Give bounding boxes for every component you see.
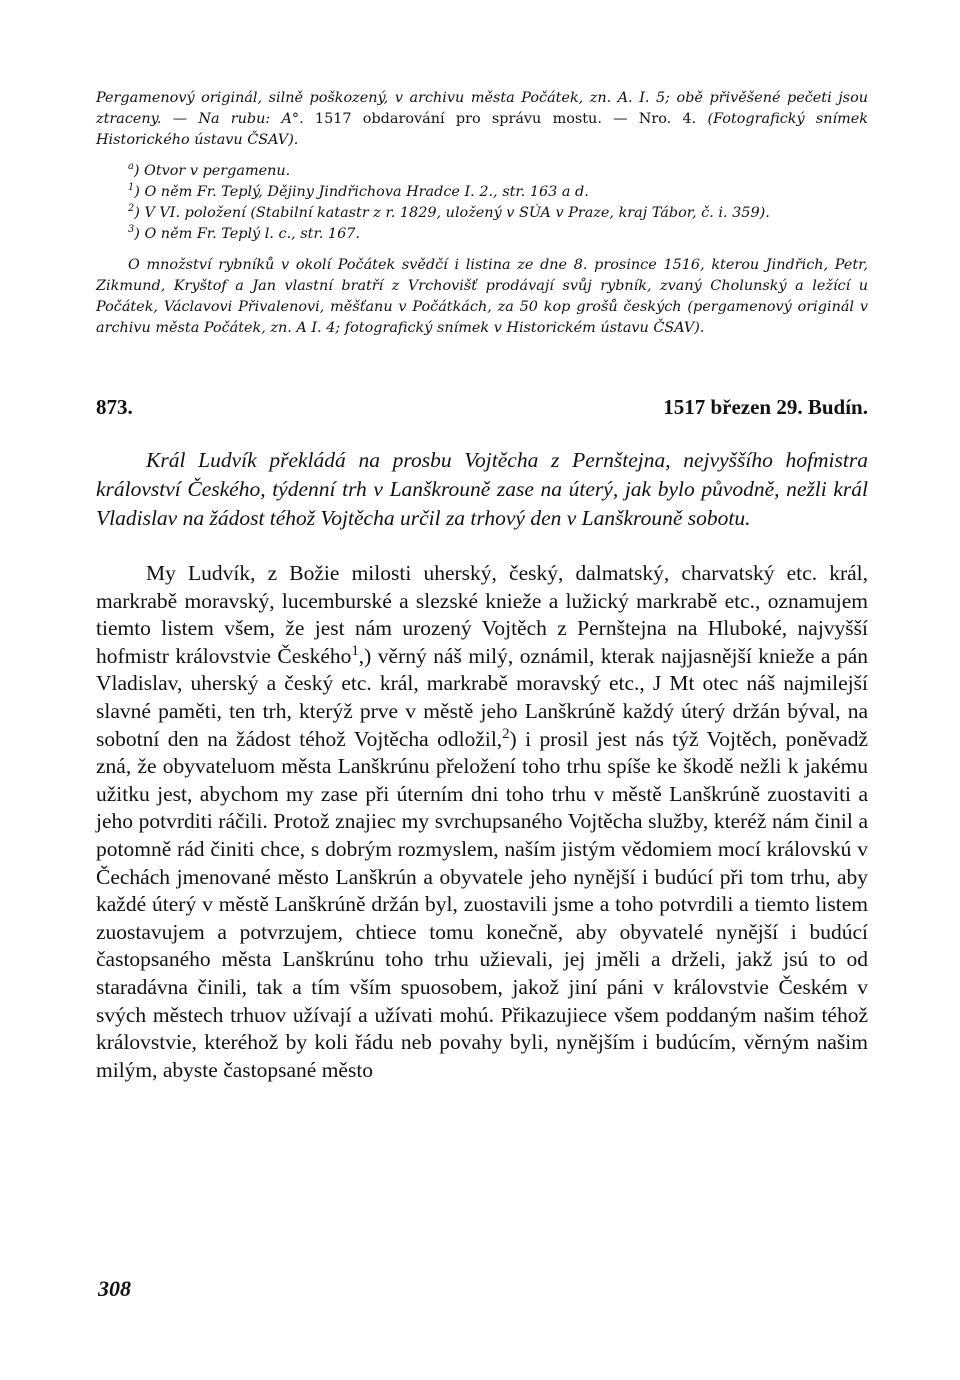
provenance-note — [96, 88, 868, 151]
footnote-text: O něm Fr. Teplý, Dějiny Jindřichova Hradce I. 2., str. 163 a d. — [144, 184, 589, 200]
document-header — [96, 395, 868, 420]
charter-text — [96, 560, 868, 1084]
footnote-text: Otvor v pergamenu. — [144, 163, 291, 179]
page-number: 308 — [98, 1276, 131, 1301]
footnote: $^2$) V VI. položení (Stabilní katastr z r. 1829, uložený v SÚA v Praze, kraj Tábor, č. i. 359). — [128, 203, 770, 221]
footnote-text: V VI. položení (Stabilní katastr z r. 1829, uložený v SÚA v Praze, kraj Tábor, č. i. 359). — [144, 205, 770, 221]
charter-text-part: ,) věrný náš milý, oznámil, kterak najjasnější knieže a pán Vladislav, uherský a český etc. král, markrabě moravský etc., J Mt otec náš najmilejší slavné paměti, ten trh, kterýž prve v městě jeho Lanškrúně každý úterý držán býval, na sobotní den na žádost téhož Vojtěcha odložil, — [96, 643, 868, 751]
footnote-text: O něm Fr. Teplý l. c., str. 167. — [144, 226, 360, 242]
document-number: 873. — [96, 395, 133, 419]
footnote-mark: 1 — [128, 182, 135, 194]
footnote-reference: 1 — [351, 642, 359, 659]
document-date-place: 1517 březen 29. Budín. — [663, 395, 868, 419]
provenance-photo: (Fotografický snímek Historického ústavu ČSAV). — [96, 111, 868, 148]
footnote: $^a$) Otvor v pergamenu. — [128, 161, 291, 179]
page — [96, 88, 868, 1084]
charter-paragraph — [96, 560, 868, 1084]
provenance-reverse: °. 1517 obdarování pro správu mostu. — Nro. 4. — [291, 111, 697, 127]
footnote: $^1$) O něm Fr. Teplý, Dějiny Jindřichova Hradce I. 2., str. 163 a d. — [128, 182, 589, 200]
charter-text-part: ) i prosil jest nás týž Vojtěch, poněvadž zná, že obyvateluom města Lanškrúnu přeložení toho trhu spíše ke škodě nežli k jakému užitku jest, abychom my zase při úterním dni toho trhu v městě Lanškrúně zuostaviti a jeho potvrditi ráčili. Protož znajiec my svrchupsaného Vojtěcha služby, kteréž nám činil a potomně rád činiti chce, s dobrým rozmyslem, naším jistým vědomiem mocí královskú v Čechách jmenované město Lanškrún a obyvatele jeho nynější i budúcí při tom trhu, aby každé úterý v městě Lanškrúně držán byl, zuostavili jsme a toho potvrdili a tiemto listem zuostavujem a potvrzujem, chtiece tomu konečně, aby obyvatelé nynější i budúcí častopsaného města Lanškrúnu toho trhu užievali, jej jměli a drželi, jakž jsú to od staradávna činili, tak a tím vším spuosobem, jakož jiní páni v královstvie Českém v svých městech trhuov užívají a užívati mohú. Přikazujiece všem poddaným našim téhož královstvie, kteréhož by koli řádu neb povahy byli, nynějším i budúcím, věrným našim milým, abyste častopsané město — [96, 726, 868, 1082]
footnote: $^3$) O něm Fr. Teplý l. c., str. 167. — [128, 224, 360, 242]
provenance-italic: Pergamenový originál, silně poškozený, v archivu města Počátek, zn. A. I. 5; obě přivěšené pečeti jsou ztraceny. — Na rubu: A — [96, 90, 868, 127]
regest: Král Ludvík překládá na prosbu Vojtěcha z Pernštejna, nejvyššího hofmistra království Českého, týdenní trh v Lanškrouně zase na úterý, jak bylo původně, nežli král Vladislav na žádost téhož Vojtěcha určil za trhový den v Lanškrouně sobotu. — [96, 448, 868, 530]
fishpond-note: O množství rybníků v okolí Počátek svědčí i listina ze dne 8. prosince 1516, kterou Jindřich, Petr, Zikmund, Kryštof a Jan vlastní bratří z Vrchovišť prodávají svůj rybník, zvaný Cholunský a ležící u Počátek, Václavovi Přivalenovi, měšťanu v Počátkách, za 50 kop grošů českých (pergamenový originál v archivu města Počátek, zn. A I. 4; fotografický snímek v Historickém ústavu ČSAV). — [96, 257, 868, 336]
footnote-mark: 3 — [128, 224, 135, 236]
charter-text-part: My Ludvík, z Božie milosti uherský, český, dalmatský, charvatský etc. král, markrabě moravský, lucemburské a slezské knieže a lužický markrabě etc., oznamujem tiemto listem všem, že jest nám urozený Vojtěch z Pernštejna na Hluboké, najvyšší hofmistr královstvie Českého — [96, 561, 868, 668]
footnote-mark: a — [128, 161, 134, 173]
footnote-mark: 2 — [128, 203, 135, 215]
footnote-reference: 2 — [502, 725, 510, 742]
